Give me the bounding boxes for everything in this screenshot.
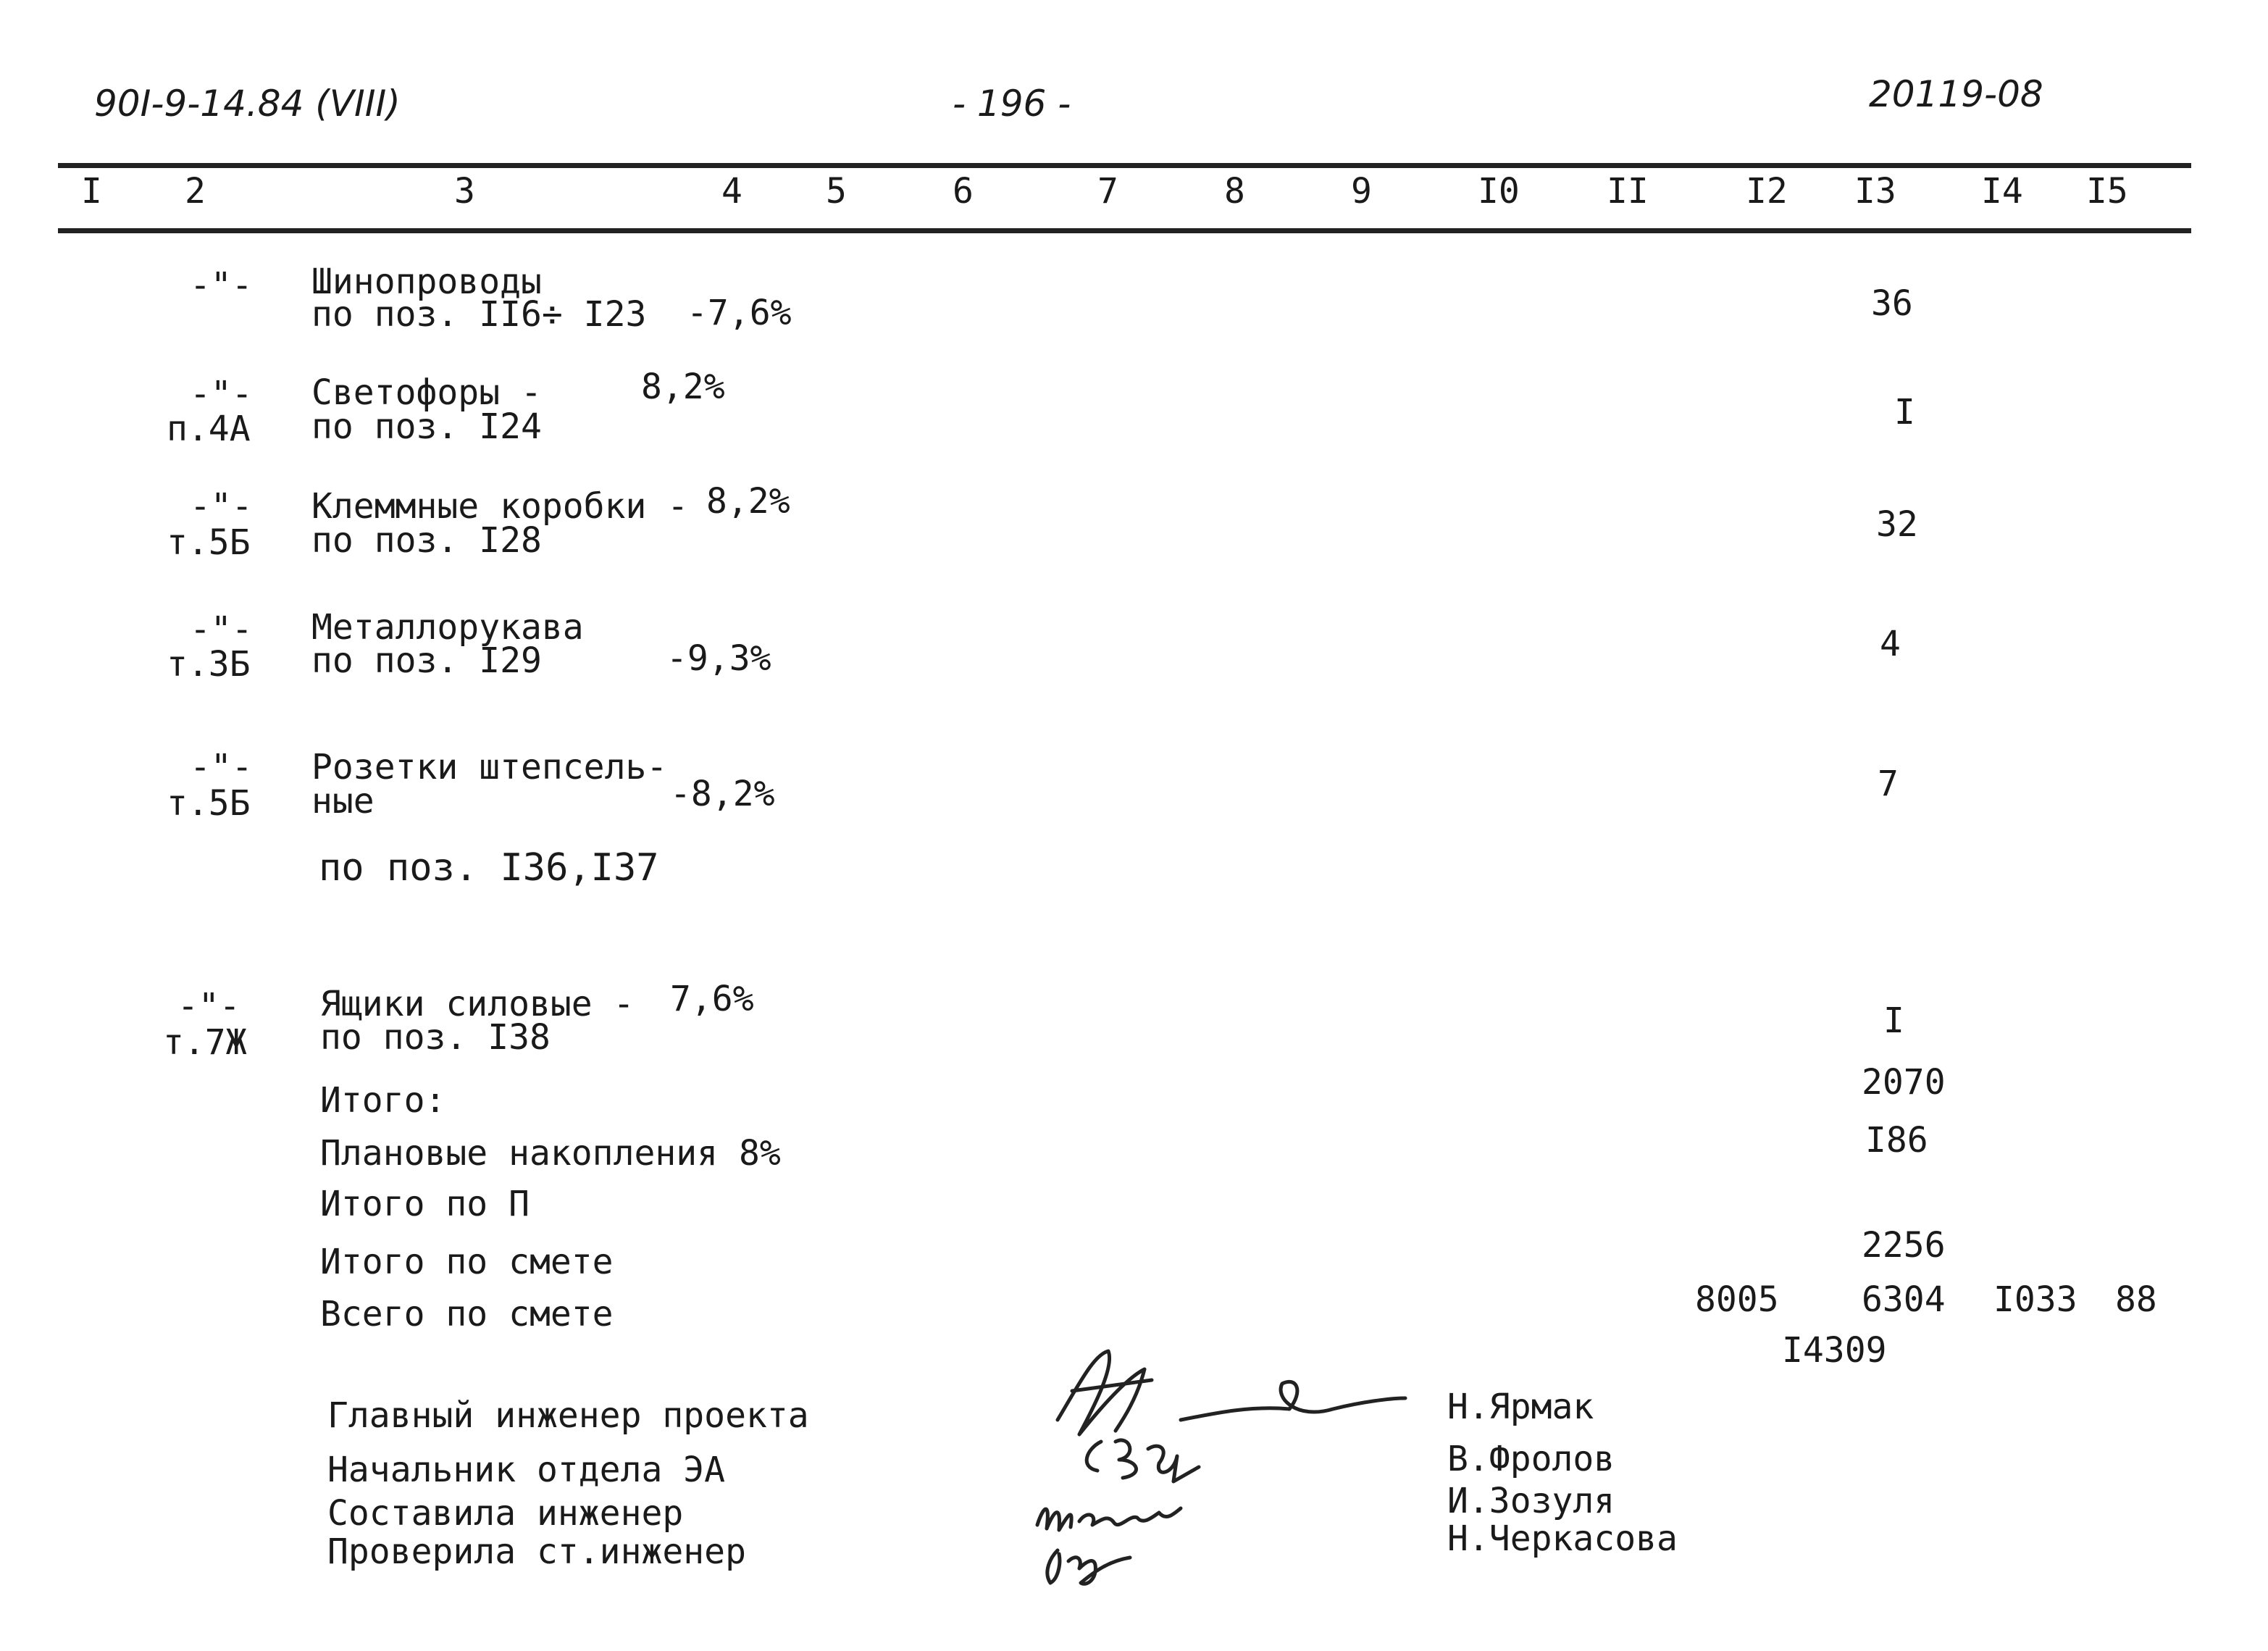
column-number: 9 (1351, 171, 1372, 212)
signature-frolov-stroke (1116, 1440, 1137, 1478)
item-description: Металлорукава (311, 607, 584, 648)
column-number: 4 (721, 171, 742, 212)
column-number: 2 (185, 171, 206, 212)
item-quantity: 7 (1878, 764, 1899, 804)
column-number: I2 (1746, 171, 1788, 212)
total-label: Итого по П (320, 1184, 530, 1224)
item-reference: т.5Б (167, 522, 251, 563)
signatory-role: Проверила ст.инженер (327, 1531, 746, 1572)
item-description-cont: ные (311, 781, 374, 822)
column-number: I4 (1981, 171, 2023, 212)
item-percent: -8,2% (670, 774, 775, 814)
signature-frolov-stroke (1087, 1442, 1101, 1471)
signatory-role: Главный инженер проекта (327, 1395, 809, 1436)
item-reference: т.7Ж (163, 1022, 247, 1063)
ditto-mark: -"- (177, 986, 240, 1027)
signatory-name: В.Фролов (1447, 1439, 1615, 1479)
column-number: 7 (1097, 171, 1118, 212)
document-code: 90I-9-14.84 (VIII) (94, 83, 401, 125)
archive-number: 20119-08 (1869, 73, 2043, 115)
signatory-role: Составила инженер (327, 1493, 684, 1534)
item-percent: 8,2% (641, 367, 725, 407)
total-label: Итого по смете (320, 1242, 614, 1282)
total-value: I86 (1865, 1120, 1928, 1161)
item-position: по поз. I38 (320, 1017, 551, 1058)
column-number: II (1607, 171, 1649, 212)
ditto-mark: -"- (190, 265, 253, 306)
item-quantity: 4 (1880, 624, 1901, 664)
total-value-col13: 6304 (1862, 1279, 1946, 1320)
signature-zozulya-stroke (1079, 1508, 1181, 1525)
item-reference: п.4А (167, 409, 251, 449)
item-position: по поз. I36,I37 (319, 846, 659, 890)
item-percent: -7,6% (687, 293, 792, 333)
item-position: по поз. II6÷ I23 (311, 294, 647, 335)
header-bottom-rule (58, 228, 2191, 233)
item-reference: т.5Б (167, 783, 251, 824)
item-description: Розетки штепсель- (311, 747, 668, 787)
signature-yarmak-stroke (1058, 1351, 1145, 1434)
total-label: Плановые накопления 8% (320, 1133, 781, 1174)
item-quantity: I (1883, 1000, 1904, 1041)
ditto-mark: -"- (190, 374, 253, 414)
column-number: 8 (1224, 171, 1245, 212)
signatory-name: Н.Черкасова (1447, 1518, 1678, 1559)
grand-total: I4309 (1782, 1330, 1887, 1371)
item-position: по поз. I29 (311, 640, 542, 681)
column-number: I5 (2086, 171, 2128, 212)
column-number: I3 (1854, 171, 1896, 212)
total-value-col14: I033 (1993, 1279, 2077, 1320)
handwritten-signatures (1029, 1340, 1420, 1587)
ditto-mark: -"- (190, 747, 253, 787)
item-description: Клеммные коробки - (311, 486, 689, 527)
signature-yarmak-stroke (1181, 1382, 1405, 1420)
item-quantity: 32 (1876, 504, 1918, 545)
item-description: Шинопроводы (311, 262, 542, 302)
column-number: 5 (826, 171, 847, 212)
column-number: 3 (454, 171, 475, 212)
total-value: 2070 (1862, 1062, 1946, 1103)
total-label: Всего по смете (320, 1294, 614, 1334)
item-description: Ящики силовые - (320, 984, 635, 1024)
column-number: 6 (953, 171, 974, 212)
item-description: Светофоры - (311, 372, 542, 413)
signature-frolov-stroke (1148, 1446, 1199, 1481)
item-position: по поз. I28 (311, 520, 542, 561)
total-label: Итого: (320, 1080, 446, 1121)
ditto-mark: -"- (190, 486, 253, 527)
signatory-name: Н.Ярмак (1447, 1387, 1594, 1427)
column-number: I (81, 171, 102, 212)
item-percent: 8,2% (706, 481, 790, 522)
item-reference: т.3Б (167, 644, 251, 685)
item-quantity: I (1894, 392, 1915, 432)
item-percent: 7,6% (670, 979, 754, 1019)
signature-zozulya-stroke (1037, 1509, 1071, 1530)
signatory-role: Начальник отдела ЭА (327, 1450, 726, 1490)
column-number: I0 (1478, 171, 1520, 212)
ditto-mark: -"- (190, 609, 253, 650)
page-number: - 196 - (953, 83, 1071, 125)
signature-cherkasova-stroke (1068, 1558, 1130, 1584)
signature-cherkasova-stroke (1047, 1550, 1060, 1583)
item-percent: -9,3% (666, 638, 771, 679)
total-value-col12: 8005 (1695, 1279, 1779, 1320)
signatory-name: И.Зозуля (1447, 1481, 1615, 1521)
total-value: 2256 (1862, 1225, 1946, 1266)
header-top-rule (58, 163, 2191, 168)
item-quantity: 36 (1871, 283, 1913, 324)
item-position: по поз. I24 (311, 406, 542, 447)
total-value-col15: 88 (2115, 1279, 2157, 1320)
